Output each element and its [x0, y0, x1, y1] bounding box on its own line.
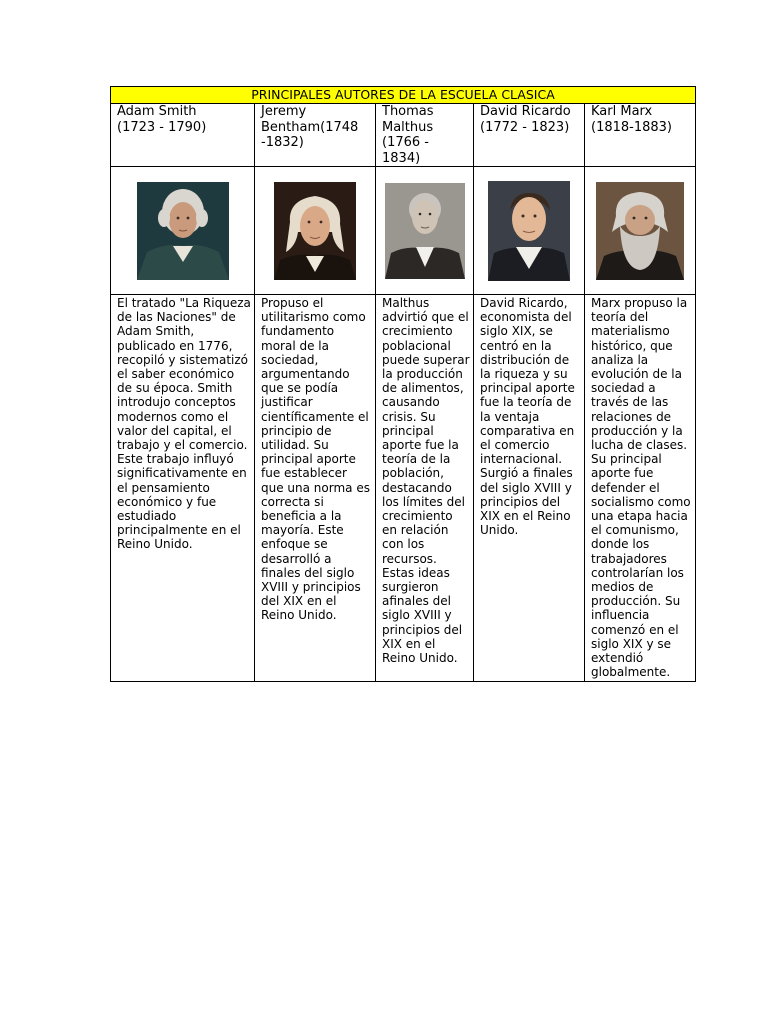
david-ricardo-portrait	[488, 181, 570, 281]
portrait-cell	[376, 167, 474, 295]
author-name: Thomas Malthus	[382, 104, 434, 135]
portrait-cell	[255, 167, 376, 295]
description-row	[111, 295, 696, 682]
portrait-cell	[474, 167, 585, 295]
author-description: Malthus advirtió que el crecimiento poblacional puede superar la producción de alimentos, causando crisis. Su principal aporte fue la teoría de la población, destacando los límites del crecimiento en relación con los recursos. Estas ideas surgieron afinales del siglo XVIII y principios del XIX en el Reino Unido.	[376, 295, 474, 682]
jeremy-bentham-portrait	[274, 182, 356, 280]
author-description: Marx propuso la teoría del materialismo histórico, que analiza la evolución de la sociedad a través de las relaciones de producción y la lucha de clases. Su principal aporte fue defender el socialismo como una etapa hacia el comunismo, donde los trabajadores controlarían los medios de producción. Su influencia comenzó en el siglo XIX y se extendió globalmente.	[585, 295, 696, 682]
author-name: Adam Smith	[117, 104, 197, 119]
author-name-cell	[111, 104, 255, 167]
thomas-malthus-portrait	[385, 183, 465, 279]
adam-smith-portrait	[137, 182, 229, 280]
portrait-cell	[111, 167, 255, 295]
author-description: David Ricardo, economista del siglo XIX, se centró en la distribución de la riqueza y su principal aporte fue la teoría de la ventaja comparativa en el comercio internacional. Surgió a finales del siglo XVIII y principios del XIX en el Reino Unido.	[474, 295, 585, 682]
author-name-cell	[474, 104, 585, 167]
author-dates: (1723 - 1790)	[117, 119, 207, 135]
portrait-cell	[585, 167, 696, 295]
author-dates: (1766 - 1834)	[382, 135, 429, 166]
table-title: PRINCIPALES AUTORES DE LA ESCUELA CLASICA	[111, 87, 696, 104]
karl-marx-portrait	[596, 182, 684, 280]
author-name: David Ricardo	[480, 104, 571, 119]
author-name-cell	[585, 104, 696, 167]
author-dates: (1818-1883)	[591, 119, 673, 135]
portrait-row	[111, 167, 696, 295]
authors-table	[110, 86, 696, 682]
author-name: Jeremy Bentham(1748 -1832)	[261, 104, 359, 150]
author-description: El tratado "La Riqueza de las Naciones" de Adam Smith, publicado en 1776, recopiló y sistematizó el saber económico de su época. Smith introdujo conceptos modernos como el valor del capital, el trabajo y el comercio. Este trabajo influyó significativamente en el pensamiento económico y fue estudiado principalmente en el Reino Unido.	[111, 295, 255, 682]
author-name-row	[111, 104, 696, 167]
author-description: Propuso el utilitarismo como fundamento moral de la sociedad, argumentando que se podía justificar científicamente el principio de utilidad. Su principal aporte fue establecer que una norma es correcta si beneficia a la mayoría. Este enfoque se desarrolló a finales del siglo XVIII y principios del XIX en el Reino Unido.	[255, 295, 376, 682]
table-title-row	[111, 87, 696, 104]
author-name: Karl Marx	[591, 104, 653, 119]
author-name-cell	[376, 104, 474, 167]
author-name-cell	[255, 104, 376, 167]
author-dates: (1772 - 1823)	[480, 119, 570, 135]
